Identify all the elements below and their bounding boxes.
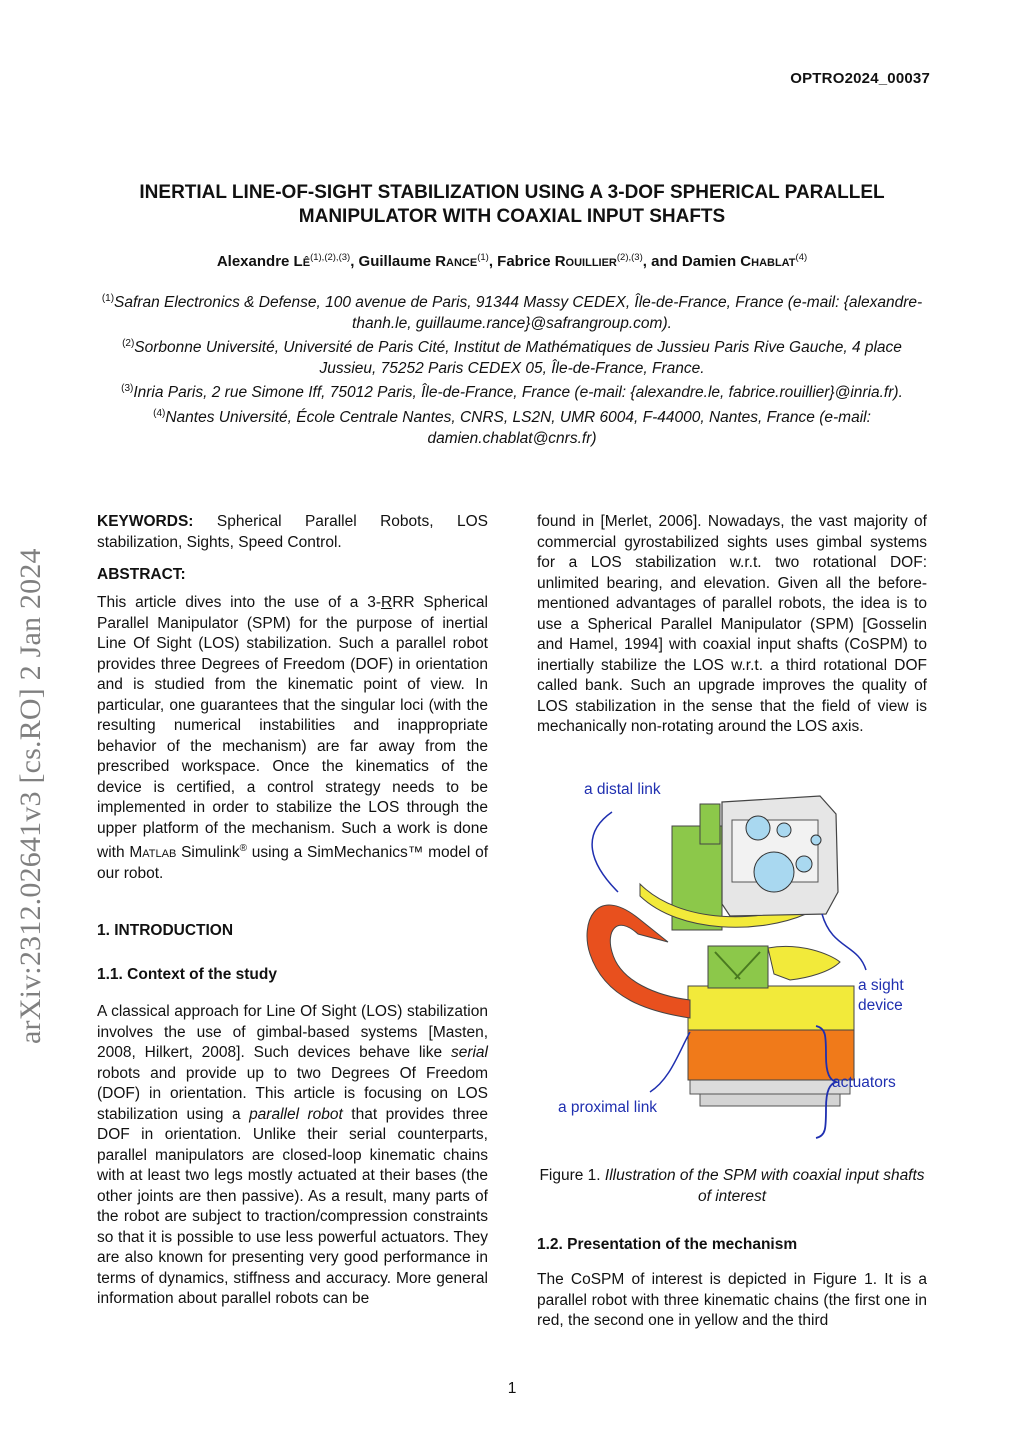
label-sight-line1: a sight (858, 977, 904, 994)
author-1-name: Alexandre L (216, 253, 303, 270)
leader-distal-link (592, 812, 618, 892)
affiliation-4-marker: (4) (153, 407, 166, 419)
abstract-text-b: RR Spherical Parallel Manipulator (SPM) for the purpose of inertial Line Of Sight (LOS) stabilization. Such a parallel robot provides three Degrees of Freedom (DOF) in orientation and is studied from the kinematic point of view. In particular, one guarantees that the singular loci (with the resulting numerical instabilities and inappropriate behavior of the mechanism) are far away from the prescribed workspace. Once the kinematics of the device is certified, a control strategy needs to be implemented in order to stabilize the LOS through the upper platform of the mechanism. Such a work is done with (97, 594, 488, 862)
keywords-text: Spherical Parallel Robots, LOS stabilization, Sights, Speed Control. (97, 513, 488, 551)
caption-text: Illustration of the SPM with coaxial input shafts of interest (604, 1167, 925, 1205)
section-introduction-heading: 1. INTRODUCTION (97, 922, 234, 939)
document-id: OPTRO2024_00037 (790, 70, 930, 87)
author-1-surname: ê (302, 253, 311, 270)
abstract-actuated-joint: R (381, 594, 393, 611)
affiliation-1 (100, 289, 924, 334)
right-column-paragraph: found in [Merlet, 2006]. Nowadays, the vast majority of commercial gyrostabilized sights uses gimbal systems for a LOS stabilization w.r.t. two rotational DOF: unlimited bearing, and elevation. Given all the before-mentioned advantages of parallel robots, the idea is to use a Spherical Parallel Manipulator (SPM) [Gosselin and Hamel, 1994] with coaxial input shafts (CoSPM) to inertially stabilize the LOS w.r.t. a third rotational DOF called bank. Such an upgrade improves the quality of LOS stabilization in the sense that the field of view is mechanically non-rotating around the LOS axis. (537, 513, 927, 735)
figure-1-spm-illustration (540, 774, 920, 1144)
page-number: 1 (507, 1380, 517, 1397)
author-2-name: , Guillaume R (350, 253, 447, 270)
context-text-b: robots and provide up to two Degrees Of Freedom (DOF) in orientation. This article is focusing on LOS stabilization using a (97, 1064, 488, 1123)
abstract-body (97, 593, 488, 884)
context-text-c: that provides three DOF in orientation. Unlike their serial counterparts, parallel manipulators are closed-loop kinematic chains with at least two legs mostly actuated at their bases (the other joints are then passive). As a result, many parts of the robot are subject to traction/compression constraints so that it is possible to use less powerful actuators. They are also known for presenting very good performance in terms of dynamics, stiffness and accuracy. More general information about parallel robots can be (97, 1105, 488, 1307)
arxiv-sidebar-stamp[interactable]: arXiv:2312.02641v3 [cs.RO] 2 Jan 2024 (14, 548, 47, 1044)
abstract-simulink: Simulink (176, 844, 240, 862)
affiliation-1-text: Safran Electronics & Defense, 100 avenue de Paris, 91344 Massy CEDEX, Île-de-France, France (e-mail: {alexandre-thanh.le, guillaume.rance}@safrangroup.com). (114, 294, 923, 332)
author-4-name: , and Damien C (642, 253, 752, 270)
context-text-a: A classical approach for Line Of Sight (LOS) stabilization involves the use of gimbal-based systems [Masten, 2008, Hilkert, 2008]. Such devices behave like (97, 1003, 488, 1061)
green-upper-tab (700, 804, 720, 844)
author-2-affil: (1) (477, 252, 489, 263)
figure-1-caption (537, 1166, 927, 1207)
title-line-2: MANIPULATOR WITH COAXIAL INPUT SHAFTS (298, 206, 726, 227)
sight-lens-1 (746, 816, 770, 840)
affiliation-3-marker: (3) (121, 383, 134, 395)
author-1-affil: (1),(2),(3) (310, 252, 351, 263)
context-body (97, 1002, 488, 1310)
affiliation-2 (100, 334, 924, 379)
yellow-distal-link (768, 946, 840, 980)
context-parallel-emph: parallel robot (249, 1105, 343, 1123)
presentation-body: The CoSPM of interest is depicted in Figure 1. It is a parallel robot with three kinematic chains (the first one in red, the second one in yellow and the third (537, 1271, 927, 1329)
abstract-text-a: This article dives into the use of a 3- (97, 594, 381, 611)
author-3-name: , Fabrice R (488, 253, 566, 270)
author-list (90, 252, 934, 270)
sight-main-lens (754, 852, 794, 892)
label-sight-line2: device (858, 997, 903, 1014)
author-4-affil: (4) (795, 252, 808, 263)
subsection-context-heading: 1.1. Context of the study (97, 966, 277, 983)
sight-lens-3 (796, 856, 812, 872)
keywords-label: KEYWORDS: (97, 513, 194, 530)
affiliation-4 (100, 404, 924, 449)
author-2-surname: ance (446, 253, 478, 270)
caption-prefix: Figure 1. (539, 1167, 605, 1184)
affiliation-3 (100, 379, 924, 404)
affiliations (100, 289, 924, 449)
paper-title (90, 181, 934, 229)
affiliation-2-text: Sorbonne Université, Université de Paris Cité, Institut de Mathématiques de Jussieu Paris Rive Gauche, 4 place Jussieu, 75252 Paris CEDEX 05, Île-de-France, France. (134, 339, 902, 377)
sight-lens-4 (811, 835, 821, 845)
abstract-heading: ABSTRACT: (97, 566, 186, 583)
context-serial-emph: serial (450, 1044, 488, 1061)
label-proximal-link: a proximal link (558, 1099, 658, 1116)
actuator-orange-stage (688, 1028, 854, 1080)
subsection-presentation-heading: 1.2. Presentation of the mechanism (537, 1236, 798, 1253)
actuator-yellow-stage (688, 986, 854, 1030)
label-distal-link: a distal link (584, 781, 661, 798)
author-3-surname: ouillier (565, 253, 617, 270)
affiliation-4-text: Nantes Université, École Centrale Nantes, CNRS, LS2N, UMR 6004, F-44000, Nantes, France (e-mail: damien.chablat@cnrs.fr) (165, 409, 871, 447)
affiliation-2-marker: (2) (122, 338, 135, 350)
title-line-1: INERTIAL LINE-OF-SIGHT STABILIZATION USING A 3-DOF SPHERICAL PARALLEL (139, 182, 885, 203)
keywords (97, 512, 488, 553)
author-4-surname: hablat (751, 253, 796, 270)
author-3-affil: (2),(3) (616, 252, 643, 263)
affiliation-1-marker: (1) (101, 293, 115, 304)
label-actuators: actuators (832, 1074, 896, 1091)
sight-lens-2 (777, 823, 791, 837)
affiliation-3-text: Inria Paris, 2 rue Simone Iff, 75012 Paris, Île-de-France, France (e-mail: {alexandre.le, fabrice.rouillier}@inria.fr). (133, 384, 903, 402)
abstract-registered-mark: ® (239, 843, 248, 854)
leader-proximal-link (650, 1032, 690, 1092)
abstract-matlab: Matlab (129, 844, 177, 862)
abstract-text-c: using a SimMechanics™ model of our robot. (97, 844, 488, 882)
